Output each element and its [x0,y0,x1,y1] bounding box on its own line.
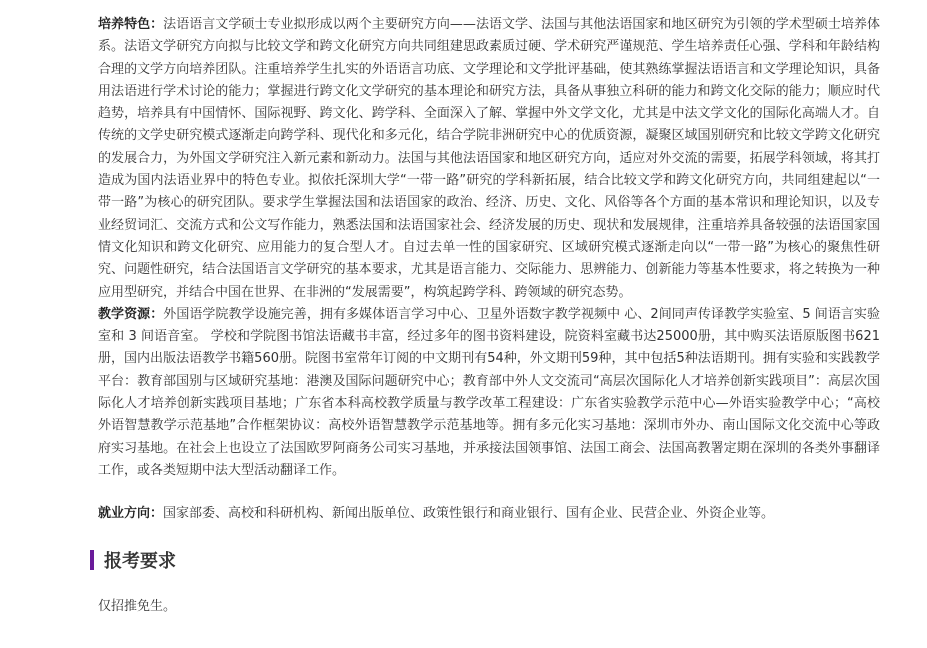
training-features-label: 培养特色： [98,17,164,32]
requirements-text: 仅招推免生。 [98,599,177,614]
teaching-resources-paragraph [98,304,880,482]
heading-accent-bar [90,550,94,570]
paragraph-spacer [98,482,880,503]
employment-text: 国家部委、高校和科研机构、新闻出版单位、政策性银行和商业银行、国有企业、民营企业、外资企业等。 [163,506,775,522]
teaching-resources-label: 教学资源： [98,306,164,322]
training-features-text: 法语语言文学硕士专业拟形成以两个主要研究方向——法语文学、法国与其他法语国家和地区研究为引领的学术型硕士培养体系。法语文学研究方向拟与比较文学和跨文化研究方向共同组建思政素质过硬、学术研究严谨规范、学生培养责任心强、学科和年龄结构合理的文学方向培养团队。注重培养学生扎实的外语语言功底、文学理论和文学批评基础，使其熟练掌握法语语言和文学理论知识，具备用法语进行学术讨论的能力；掌握进行跨文化文学研究的基本理论和研究方法，具备从事独立科研的能力和跨文化交际的能力；顺应时代趋势，培养具有中国情怀、国际视野、跨文化、跨学科、全面深入了解、掌握中外文学文化，尤其是中法文学文化的国际化高端人才。自传统的文学史研究模式逐渐走向跨学科、现代化和多元化，结合学院非洲研究中心的优质资源，凝聚区域国别研究和比较文学跨文化研究的发展合力，为外国文学研究注入新元素和新动力。法国与其他法语国家和地区研究方向，适应对外交流的需要，拓展学科领域，将其打造成为国内法语业界中的特色专业。拟依托深圳大学“一带一路”研究的学科新拓展，结合比较文学和跨文化研究方向，共同组建起以“一带一路”为核心的研究团队。要求学生掌握法国和法语国家的政治、经济、历史、文化、风俗等各个方面的基本常识和理论知识，以及专业经贸词汇、交流方式和公文写作能力，熟悉法国和法语国家社会、经济发展的历史、现状和发展规律，注重培养具备较强的法语国家国情文化知识和跨文化研究、应用能力的复合型人才。自过去单一性的国家研究、区域研究模式逐渐走向以“一带一路”为核心的聚焦性研究、问题性研究，结合法国语言文学研究的基本要求，尤其是语言能力、交际能力、思辨能力、创新能力等基本性要求，将之转换为一种应用型研究，并结合中国在世界、在非洲的“发展需要”，构筑起跨学科、跨领域的研究态势。 [98,17,880,300]
training-features-paragraph [98,14,880,304]
program-description [98,14,880,526]
requirements-heading [90,548,176,572]
requirements-title: 报考要求 [104,551,176,572]
teaching-resources-text: 外国语学院教学设施完善，拥有多媒体语言学习中心、卫星外语数字教学视频中 心、2间同声传译教学实验室、5 间语言实验室和 3 间语音室。 学校和学院图书馆法语藏书丰富，经过多年的图书资料建设，院资料室藏书达25000册，其中购买法语原版图书621 册，国内出版法语教学书籍560册。院图书室常年订阅的中文期刊有54种，外文期刊59种，其中包括5种法语期刊。拥有实验和实践教学平台：教育部国别与区域研究基地：港澳及国际问题研究中心；教育部中外人文交流司“高层次国际化人才培养创新实践项目”：高层次国际化人才培养创新实践项目基地；广东省本科高校教学质量与教学改革工程建设：广东省实验教学示范中心—外语实验教学中心；“高校外语智慧教学示范基地”合作框架协议：高校外语智慧教学示范基地等。拥有多元化实习基地：深圳市外办、南山国际文化交流中心等政府实习基地。在社会上也设立了法国欧罗阿商务公司实习基地，并承接法国领事馆、法国工商会、法国高教署定期在深圳的各类外事翻译工作，或各类短期中法大型活动翻译工作。 [98,306,880,478]
employment-paragraph [98,503,880,525]
employment-label: 就业方向： [98,506,164,522]
